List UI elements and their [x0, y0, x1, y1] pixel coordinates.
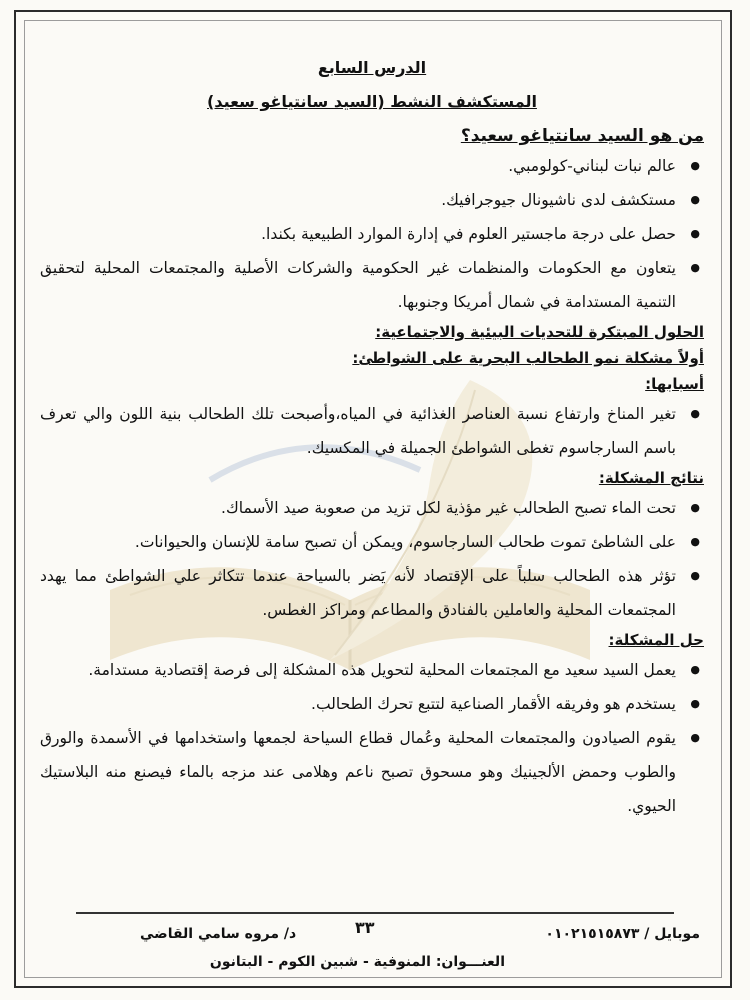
- lesson-title: الدرس السابع: [317, 58, 427, 77]
- solution-list: [40, 653, 704, 823]
- list-item: ● تغير المناخ وارتفاع نسبة العناصر الغذائية في المياه،وأصبحت تلك الطحالب بنية اللون والي تعرف باسم السارجاسوم تغطى الشواطئ الجميلة في المكسيك.: [40, 397, 676, 465]
- list-item: ● يتعاون مع الحكومات والمنظمات غير الحكومية والشركات الأصلية والمجتمعات المحلية لتحقيق التنمية المستدامة في شمال أمريكا وجنوبها.: [40, 251, 676, 319]
- list-item: ● يقوم الصيادون والمجتمعات المحلية وعُمال قطاع السياحة لجمعها واستخدامها في الأسمدة والورق والطوب وحمض الألجينيك وهو مسحوق تصبح ناعم وهلامى عند مزجه بالماء فيصنع منه البلاستيك الحيوي.: [40, 721, 676, 823]
- list-item: ● يستخدم هو وفريقه الأقمار الصناعية لتتبع تحرك الطحالب.: [40, 687, 676, 721]
- lesson-subtitle: المستكشف النشط (السيد سانتياغو سعيد): [207, 92, 537, 111]
- problem-heading: أولاً مشكلة نمو الطحالب البحرية على الشواطئ:: [352, 349, 704, 367]
- list-item: ● مستكشف لدى ناشيونال جيوجرافيك.: [40, 183, 676, 217]
- footer-mobile: موبايل / ٠١٠٢١٥١٥٨٧٣: [545, 926, 700, 942]
- results-list: [40, 491, 704, 627]
- who-list: [40, 149, 704, 319]
- list-item: ● تؤثر هذه الطحالب سلباً على الإقتصاد لأنه يَضر بالسياحة عندما تتكاثر علي الشواطئ مما يهدد المجتمعات المحلية والعاملين بالفنادق والمطاعم ومراكز الغطس.: [40, 559, 676, 627]
- results-heading: نتائج المشكلة:: [598, 469, 704, 487]
- solutions-heading: الحلول المبتكرة للتحديات البيئية والاجتماعية:: [375, 323, 704, 341]
- list-item: ● حصل على درجة ماجستير العلوم في إدارة الموارد الطبيعية بكندا.: [40, 217, 676, 251]
- who-heading: من هو السيد سانتياغو سعيد؟: [460, 126, 704, 146]
- causes-list: [40, 397, 704, 465]
- page-number: ٣٣: [355, 918, 375, 937]
- footer-address: العنـــوان: المنوفية - شبين الكوم - البتانون: [209, 954, 505, 970]
- solution-heading: حل المشكلة:: [608, 631, 704, 649]
- list-item: ● تحت الماء تصبح الطحالب غير مؤذية لكل تزيد من صعوبة صيد الأسماك.: [40, 491, 676, 525]
- list-item: ● يعمل السيد سعيد مع المجتمعات المحلية لتحويل هذه المشكلة إلى فرصة إقتصادية مستدامة.: [40, 653, 676, 687]
- list-item: ● عالم نبات لبناني-كولومبي.: [40, 149, 676, 183]
- list-item: ● على الشاطئ تموت طحالب السارجاسوم، ويمكن أن تصبح سامة للإنسان والحيوانات.: [40, 525, 676, 559]
- footer-divider: [76, 912, 674, 914]
- footer-author: د/ مروه سامي القاضي: [140, 926, 297, 942]
- causes-heading: أسبابها:: [645, 375, 704, 393]
- page-footer: [40, 918, 710, 978]
- lesson-content: [40, 55, 704, 823]
